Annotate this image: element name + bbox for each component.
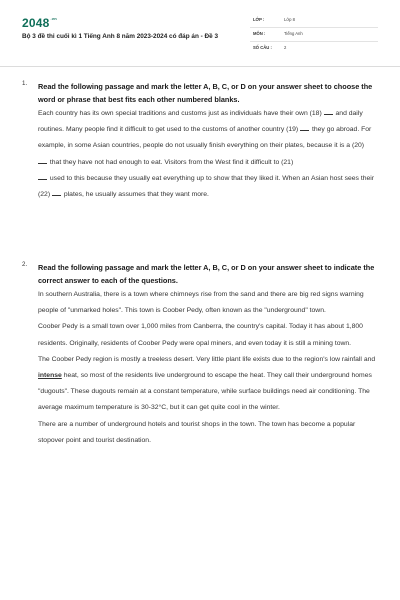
meta-label: SỐ CÂU : bbox=[253, 45, 272, 50]
passage-sentence: Each country has its own special traditions and customs just as individuals have their own (18) bbox=[38, 110, 322, 117]
header-divider bbox=[0, 66, 400, 67]
paragraph-text: heat, so most of the residents live underground to escape the heat. They call their underground homes "dugouts". These dugouts remain at a constant temperature, while surface buildings need air conditioning. The average maximum temperature is 30-32°C, but it can get quite cool in the winter. bbox=[38, 372, 372, 412]
meta-label: MÔN : bbox=[253, 31, 266, 36]
document-header bbox=[0, 0, 400, 66]
blank-22[interactable] bbox=[52, 190, 61, 196]
passage-paragraph: In southern Australia, there is a town where chimneys rise from the sand and there are big red signs warning people of "unmarked holes". This town is Coober Pedy, often known as the "underground" town. bbox=[38, 291, 364, 315]
passage-sentence: plates, he usually assumes that they want more. bbox=[63, 191, 209, 199]
meta-value: Tiếng Anh bbox=[284, 31, 303, 36]
passage-paragraph: There are a number of underground hotels and tourist shops in the town. The town has become a popular stopover point and tourist destination. bbox=[38, 420, 356, 444]
passage-paragraph bbox=[38, 352, 380, 417]
site-logo[interactable] bbox=[22, 16, 57, 30]
passage-sentence: that they have not had enough to eat. Visitors from the West find it difficult to (21) bbox=[49, 158, 294, 166]
logo-text: 2048 bbox=[22, 16, 50, 30]
meta-value: 2 bbox=[284, 45, 287, 50]
blank-20[interactable] bbox=[38, 158, 47, 164]
question-body bbox=[38, 80, 380, 203]
logo-suffix: .vn bbox=[50, 16, 57, 21]
question-body bbox=[38, 261, 380, 449]
passage-paragraph: Coober Pedy is a small town over 1,000 miles from Canberra, the country's capital. Today it has about 1,800 residents. Originally, residents of Coober Pedy were opal miners, and even today it is still a mining town. bbox=[38, 323, 363, 347]
meta-row-class bbox=[250, 14, 378, 28]
question-number: 2. bbox=[22, 261, 28, 268]
exam-meta-table bbox=[250, 14, 378, 55]
meta-row-question-count bbox=[250, 42, 378, 55]
keyword-intense: intense bbox=[38, 372, 62, 380]
paragraph-text: The Coober Pedy region is mostly a treeless desert. Very little plant life exists due to the region's low rainfall and bbox=[38, 355, 376, 363]
question-instruction: Read the following passage and mark the letter A, B, C, or D on your answer sheet to indicate the correct answer to each of the questions. bbox=[38, 263, 375, 285]
passage-sentence: and daily routines. Many people find it difficult to get used to the customs of another country (19) bbox=[38, 110, 363, 134]
question-instruction: Read the following passage and mark the letter A, B, C, or D on your answer sheet to choose the word or phrase that best fits each other numbered blanks. bbox=[38, 82, 373, 104]
blank-19[interactable] bbox=[300, 125, 309, 131]
meta-value: Lớp 8 bbox=[284, 17, 295, 22]
passage-sentence: used to this because they usually eat everything up to show that they liked it. When an Asian host sees their (22) bbox=[38, 174, 375, 199]
meta-row-subject bbox=[250, 28, 378, 42]
document-title: Bộ 3 đề thi cuối kì 1 Tiếng Anh 8 năm 2023-2024 có đáp án - Đề 3 bbox=[22, 33, 219, 40]
meta-label: LỚP : bbox=[253, 17, 265, 22]
blank-18[interactable] bbox=[324, 109, 333, 115]
question-number: 1. bbox=[22, 80, 28, 87]
blank-21[interactable] bbox=[38, 174, 47, 180]
passage-sentence: they go abroad. For example, in some Asian countries, people do not usually finish everything on their plates, because it is a (20) bbox=[38, 126, 372, 150]
passage-text bbox=[38, 106, 380, 203]
passage-text bbox=[38, 287, 380, 449]
